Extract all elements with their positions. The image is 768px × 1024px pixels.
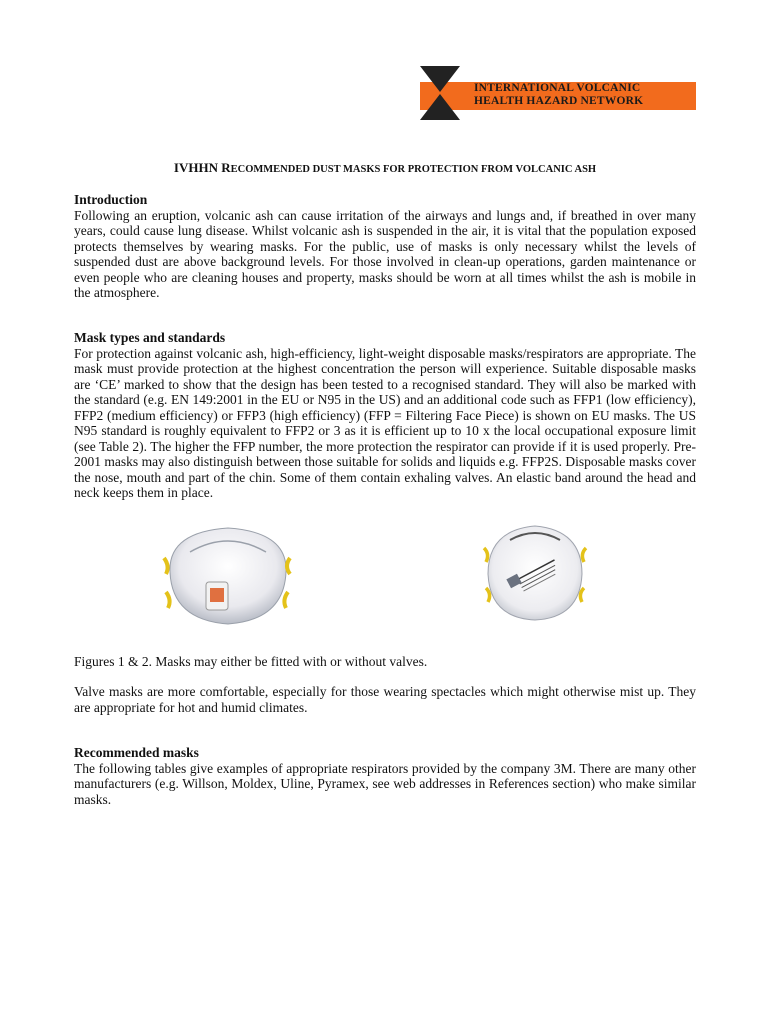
recommended-heading: Recommended masks xyxy=(74,745,199,760)
introduction-heading: Introduction xyxy=(74,192,148,207)
page-title xyxy=(74,160,696,176)
logo-text xyxy=(474,82,692,108)
mask-types-section xyxy=(74,330,696,501)
mask-types-heading: Mask types and standards xyxy=(74,330,226,345)
logo-line-1: INTERNATIONAL VOLCANIC xyxy=(474,82,641,94)
recommended-section xyxy=(74,745,696,807)
recommended-text: The following tables give examples of appropriate respirators provided by the company 3M. There are many other manufacturers (e.g. Willson, Moldex, Uline, Pyramex, see web addresses in References section) who make similar masks. xyxy=(74,760,696,807)
valved-mask-image xyxy=(160,522,296,628)
ivhhn-logo xyxy=(420,66,696,120)
introduction-text: Following an eruption, volcanic ash can cause irritation of the airways and lungs and, if breathed in over many years, could cause lung disease. Whilst volcanic ash is suspended in the air, it is vital that the population exposed protects themselves by wearing masks. For the public, use of masks is only necessary whilst the levels of suspended dust are above background levels. For those involved in clean-up operations, garden maintenance or even people who are cleaning houses and property, masks should be worn at all times whilst the ash is mobile in the atmosphere. xyxy=(74,207,696,300)
figure-caption: Figures 1 & 2. Masks may either be fitted with or without valves. xyxy=(74,654,428,669)
unvalved-mask-image xyxy=(482,518,588,624)
valve-masks-text: Valve masks are more comfortable, especially for those wearing spectacles which might otherwise mist up. They are appropriate for hot and humid climates. xyxy=(74,684,696,715)
volcano-triangle-icon xyxy=(420,66,460,120)
valve-masks-paragraph xyxy=(74,684,696,715)
introduction-section xyxy=(74,192,696,301)
logo-line-2: HEALTH HAZARD NETWORK xyxy=(474,95,644,107)
title-rest: ECOMMENDED DUST MASKS FOR PROTECTION FROM VOLCANIC ASH xyxy=(230,164,597,175)
mask-types-text: For protection against volcanic ash, high-efficiency, light-weight disposable masks/respirators are appropriate. The mask must provide protection at the highest concentration the person will experience. Suitable disposable masks are ‘CE’ marked to show that the design has been tested to a recognised standard. They will also be marked with the standard (e.g. EN 149:2001 in the EU or N95 in the US) and an additional code such as FFP1 (low efficiency), FFP2 (medium efficiency) or FFP3 (high efficiency) (FFP = Filtering Face Piece) is shown on EU masks. The US N95 standard is roughly equivalent to FFP2 or 3 as it is efficient up to 10 x the local occupational exposure limit (see Table 2). The higher the FFP number, the more protection the respirator can provide if it is used properly. Pre-2001 masks may also distinguish between those suitable for solids and liquids e.g. FFP2S. Disposable masks cover the nose, mouth and part of the chin. Some of them contain exhaling valves. An elastic band around the head and neck keeps them in place. xyxy=(74,345,696,500)
title-prefix: IVHHN R xyxy=(173,160,231,175)
